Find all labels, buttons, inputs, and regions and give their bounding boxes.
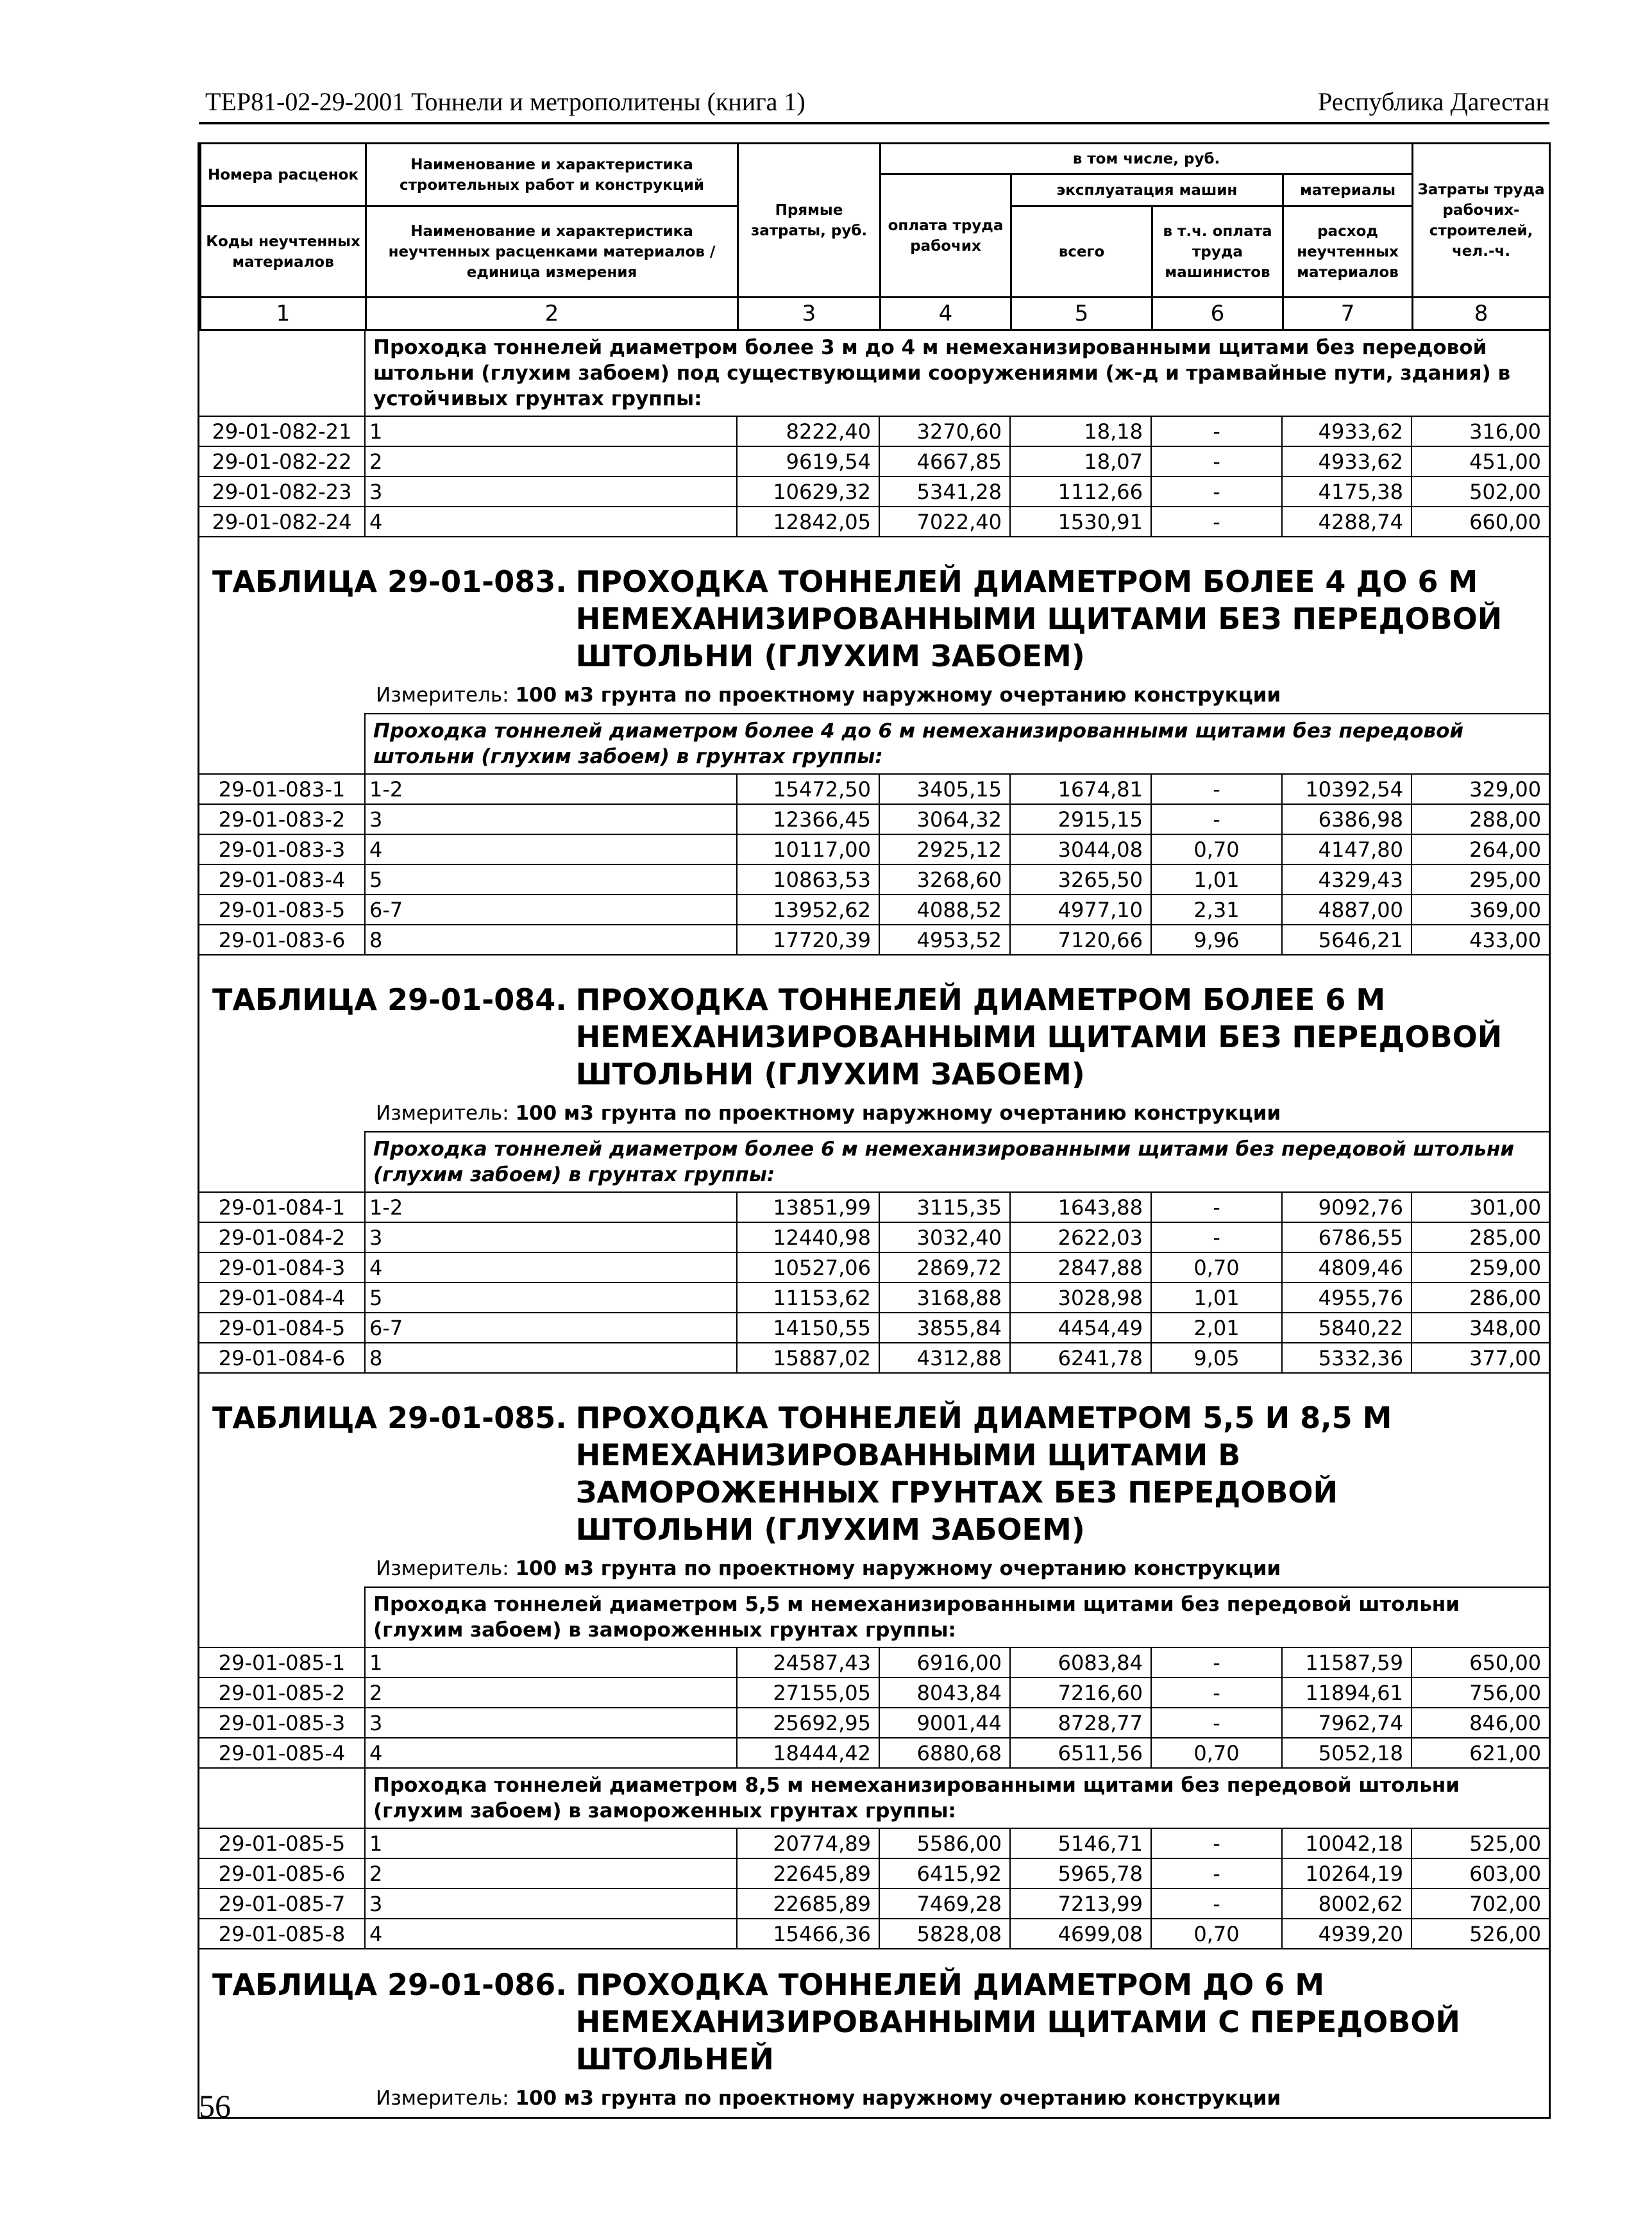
table-084-block bbox=[199, 955, 1549, 1125]
table-083-block bbox=[199, 537, 1549, 707]
rate-code: 29-01-083-3 bbox=[199, 834, 365, 864]
labor-wage: 5828,08 bbox=[879, 1919, 1010, 1949]
rate-code: 29-01-085-8 bbox=[199, 1919, 365, 1949]
header-col1-bottom: Коды неучтенных материалов bbox=[201, 206, 366, 298]
table-row bbox=[199, 1343, 1549, 1373]
soil-group: 3 bbox=[365, 1708, 737, 1738]
direct-costs: 9619,54 bbox=[737, 446, 879, 476]
labor-wage: 4953,52 bbox=[879, 925, 1010, 955]
soil-group: 4 bbox=[365, 834, 737, 864]
rates-table-085 bbox=[199, 1587, 1549, 1949]
table-row bbox=[199, 1222, 1549, 1252]
machinist-wage: - bbox=[1151, 1828, 1282, 1858]
section-description: Проходка тоннелей диаметром более 6 м немеханизированными щитами без передовой штольни (глухим забоем) в грунтах группы: bbox=[365, 1132, 1549, 1192]
table-row bbox=[199, 507, 1549, 537]
machine-total: 6241,78 bbox=[1010, 1343, 1151, 1373]
table-row bbox=[199, 1919, 1549, 1949]
rate-code: 29-01-082-22 bbox=[199, 446, 365, 476]
header-num: 1 bbox=[201, 298, 366, 330]
direct-costs: 13952,62 bbox=[737, 895, 879, 925]
labor-hours: 369,00 bbox=[1412, 895, 1549, 925]
material-cost: 4175,38 bbox=[1282, 476, 1412, 507]
table-name: ПРОХОДКА ТОННЕЛЕЙ ДИАМЕТРОМ ДО 6 М НЕМЕХАНИЗИРОВАННЫМИ ЩИТАМИ С ПЕРЕДОВОЙ ШТОЛЬНЕЙ bbox=[575, 1967, 1460, 2076]
direct-costs: 10527,06 bbox=[737, 1252, 879, 1283]
header-col7: расход неучтенных материалов bbox=[1283, 206, 1413, 298]
labor-wage: 6916,00 bbox=[879, 1647, 1010, 1678]
header-document-title: ТЕР81-02-29-2001 Тоннели и метрополитены (книга 1) bbox=[205, 87, 805, 116]
machinist-wage: 0,70 bbox=[1151, 1919, 1282, 1949]
header-col2-bottom: Наименование и характеристика неучтенных расценками материалов / единица измерения bbox=[366, 206, 738, 298]
direct-costs: 13851,99 bbox=[737, 1192, 879, 1222]
unit-of-measure bbox=[376, 2087, 1549, 2110]
table-row bbox=[199, 864, 1549, 895]
soil-group: 1 bbox=[365, 416, 737, 446]
labor-wage: 2869,72 bbox=[879, 1252, 1010, 1283]
labor-wage: 3168,88 bbox=[879, 1283, 1010, 1313]
table-row bbox=[199, 1192, 1549, 1222]
material-cost: 11587,59 bbox=[1282, 1647, 1412, 1678]
labor-hours: 502,00 bbox=[1412, 476, 1549, 507]
page-number: 56 bbox=[199, 2088, 231, 2124]
table-row bbox=[199, 1647, 1549, 1678]
header-including: в том числе, руб. bbox=[881, 144, 1413, 174]
labor-wage: 6415,92 bbox=[879, 1858, 1010, 1889]
labor-wage: 5586,00 bbox=[879, 1828, 1010, 1858]
soil-group: 1-2 bbox=[365, 774, 737, 804]
labor-hours: 285,00 bbox=[1412, 1222, 1549, 1252]
rate-code: 29-01-083-2 bbox=[199, 804, 365, 834]
table-number: ТАБЛИЦА 29-01-086. bbox=[212, 1967, 567, 2002]
unit-of-measure bbox=[376, 1557, 1549, 1580]
labor-hours: 756,00 bbox=[1412, 1678, 1549, 1708]
header-col2-top: Наименование и характеристика строительных работ и конструкций bbox=[366, 144, 738, 206]
machine-total: 2847,88 bbox=[1010, 1252, 1151, 1283]
material-cost: 5052,18 bbox=[1282, 1738, 1412, 1768]
section-description: Проходка тоннелей диаметром более 3 м до 4 м немеханизированными щитами без передовой штольни (глухим забоем) под существующими сооружениями (ж-д и трамвайные пути, здания) в устойчивых грунтах группы: bbox=[365, 331, 1549, 416]
machinist-wage: - bbox=[1151, 774, 1282, 804]
header-region: Республика Дагестан bbox=[1318, 87, 1549, 116]
rate-code: 29-01-084-6 bbox=[199, 1343, 365, 1373]
machinist-wage: - bbox=[1151, 1858, 1282, 1889]
material-cost: 5332,36 bbox=[1282, 1343, 1412, 1373]
table-title bbox=[212, 563, 1549, 675]
material-cost: 7962,74 bbox=[1282, 1708, 1412, 1738]
unit-value: 100 м3 грунта по проектному наружному очертанию конструкции bbox=[515, 1557, 1281, 1580]
labor-hours: 660,00 bbox=[1412, 507, 1549, 537]
machine-total: 18,07 bbox=[1010, 446, 1151, 476]
material-cost: 4933,62 bbox=[1282, 446, 1412, 476]
machinist-wage: - bbox=[1151, 804, 1282, 834]
rate-code: 29-01-082-24 bbox=[199, 507, 365, 537]
material-cost: 4147,80 bbox=[1282, 834, 1412, 864]
machine-total: 5965,78 bbox=[1010, 1858, 1151, 1889]
labor-hours: 433,00 bbox=[1412, 925, 1549, 955]
machine-total: 18,18 bbox=[1010, 416, 1151, 446]
machine-total: 1643,88 bbox=[1010, 1192, 1151, 1222]
direct-costs: 14150,55 bbox=[737, 1313, 879, 1343]
labor-wage: 7469,28 bbox=[879, 1889, 1010, 1919]
rate-code: 29-01-084-1 bbox=[199, 1192, 365, 1222]
machinist-wage: 0,70 bbox=[1151, 1252, 1282, 1283]
table-row bbox=[199, 476, 1549, 507]
labor-hours: 286,00 bbox=[1412, 1283, 1549, 1313]
machinist-wage: 1,01 bbox=[1151, 1283, 1282, 1313]
header-col4: оплата труда рабочих bbox=[881, 174, 1011, 298]
labor-wage: 9001,44 bbox=[879, 1708, 1010, 1738]
labor-hours: 301,00 bbox=[1412, 1192, 1549, 1222]
soil-group: 3 bbox=[365, 804, 737, 834]
machinist-wage: 0,70 bbox=[1151, 834, 1282, 864]
material-cost: 4288,74 bbox=[1282, 507, 1412, 537]
soil-group: 1 bbox=[365, 1647, 737, 1678]
machine-total: 1674,81 bbox=[1010, 774, 1151, 804]
unit-value: 100 м3 грунта по проектному наружному очертанию конструкции bbox=[515, 1102, 1281, 1125]
page-frame bbox=[198, 142, 1551, 2119]
table-title bbox=[212, 1966, 1549, 2078]
labor-hours: 295,00 bbox=[1412, 864, 1549, 895]
rate-code: 29-01-084-2 bbox=[199, 1222, 365, 1252]
labor-hours: 264,00 bbox=[1412, 834, 1549, 864]
machine-total: 4977,10 bbox=[1010, 895, 1151, 925]
soil-group: 5 bbox=[365, 864, 737, 895]
machinist-wage: - bbox=[1151, 476, 1282, 507]
table-row bbox=[199, 1283, 1549, 1313]
labor-hours: 377,00 bbox=[1412, 1343, 1549, 1373]
labor-hours: 329,00 bbox=[1412, 774, 1549, 804]
machine-total: 7216,60 bbox=[1010, 1678, 1151, 1708]
machine-total: 3044,08 bbox=[1010, 834, 1151, 864]
machine-total: 7120,66 bbox=[1010, 925, 1151, 955]
rate-code: 29-01-083-6 bbox=[199, 925, 365, 955]
header-rule bbox=[199, 122, 1549, 124]
direct-costs: 22685,89 bbox=[737, 1889, 879, 1919]
header-machines: эксплуатация машин bbox=[1011, 174, 1283, 206]
labor-hours: 259,00 bbox=[1412, 1252, 1549, 1283]
table-row bbox=[199, 1708, 1549, 1738]
labor-hours: 451,00 bbox=[1412, 446, 1549, 476]
material-cost: 4329,43 bbox=[1282, 864, 1412, 895]
soil-group: 8 bbox=[365, 925, 737, 955]
material-cost: 8002,62 bbox=[1282, 1889, 1412, 1919]
material-cost: 6386,98 bbox=[1282, 804, 1412, 834]
table-row bbox=[199, 895, 1549, 925]
table-name: ПРОХОДКА ТОННЕЛЕЙ ДИАМЕТРОМ БОЛЕЕ 6 М НЕМЕХАНИЗИРОВАННЫМИ ЩИТАМИ БЕЗ ПЕРЕДОВОЙ ШТОЛЬНИ (ГЛУХИМ ЗАБОЕМ) bbox=[575, 982, 1503, 1091]
labor-wage: 3115,35 bbox=[879, 1192, 1010, 1222]
machine-total: 1112,66 bbox=[1010, 476, 1151, 507]
table-number: ТАБЛИЦА 29-01-083. bbox=[212, 564, 567, 599]
direct-costs: 18444,42 bbox=[737, 1738, 879, 1768]
rate-code: 29-01-085-6 bbox=[199, 1858, 365, 1889]
labor-hours: 288,00 bbox=[1412, 804, 1549, 834]
machine-total: 3265,50 bbox=[1010, 864, 1151, 895]
machinist-wage: 2,01 bbox=[1151, 1313, 1282, 1343]
table-name: ПРОХОДКА ТОННЕЛЕЙ ДИАМЕТРОМ БОЛЕЕ 4 ДО 6 М НЕМЕХАНИЗИРОВАННЫМИ ЩИТАМИ БЕЗ ПЕРЕДОВОЙ ШТОЛЬНИ (ГЛУХИМ ЗАБОЕМ) bbox=[575, 564, 1503, 673]
header-col1-top: Номера расценок bbox=[201, 144, 366, 206]
labor-hours: 846,00 bbox=[1412, 1708, 1549, 1738]
material-cost: 6786,55 bbox=[1282, 1222, 1412, 1252]
labor-hours: 621,00 bbox=[1412, 1738, 1549, 1768]
direct-costs: 15887,02 bbox=[737, 1343, 879, 1373]
labor-wage: 4088,52 bbox=[879, 895, 1010, 925]
direct-costs: 24587,43 bbox=[737, 1647, 879, 1678]
table-row bbox=[199, 1313, 1549, 1343]
soil-group: 6-7 bbox=[365, 895, 737, 925]
table-number: ТАБЛИЦА 29-01-085. bbox=[212, 1401, 567, 1435]
machinist-wage: - bbox=[1151, 416, 1282, 446]
soil-group: 1-2 bbox=[365, 1192, 737, 1222]
direct-costs: 10629,32 bbox=[737, 476, 879, 507]
direct-costs: 12842,05 bbox=[737, 507, 879, 537]
table-row bbox=[199, 1828, 1549, 1858]
table-row bbox=[199, 416, 1549, 446]
soil-group: 3 bbox=[365, 476, 737, 507]
machinist-wage: 2,31 bbox=[1151, 895, 1282, 925]
soil-group: 2 bbox=[365, 446, 737, 476]
machine-total: 7213,99 bbox=[1010, 1889, 1151, 1919]
direct-costs: 12440,98 bbox=[737, 1222, 879, 1252]
direct-costs: 27155,05 bbox=[737, 1678, 879, 1708]
labor-hours: 702,00 bbox=[1412, 1889, 1549, 1919]
table-row bbox=[199, 1858, 1549, 1889]
labor-hours: 650,00 bbox=[1412, 1647, 1549, 1678]
soil-group: 3 bbox=[365, 1889, 737, 1919]
machinist-wage: - bbox=[1151, 1192, 1282, 1222]
material-cost: 4955,76 bbox=[1282, 1283, 1412, 1313]
header-num: 8 bbox=[1413, 298, 1550, 330]
labor-wage: 2925,12 bbox=[879, 834, 1010, 864]
unit-value: 100 м3 грунта по проектному наружному очертанию конструкции bbox=[515, 684, 1281, 707]
direct-costs: 25692,95 bbox=[737, 1708, 879, 1738]
soil-group: 3 bbox=[365, 1222, 737, 1252]
unit-value: 100 м3 грунта по проектному наружному очертанию конструкции bbox=[515, 2087, 1281, 2110]
table-row bbox=[199, 1252, 1549, 1283]
rate-code: 29-01-085-1 bbox=[199, 1647, 365, 1678]
section-description: Проходка тоннелей диаметром 5,5 м немеханизированными щитами без передовой штольни (глухим забоем) в замороженных грунтах группы: bbox=[365, 1587, 1549, 1647]
direct-costs: 20774,89 bbox=[737, 1828, 879, 1858]
unit-of-measure bbox=[376, 684, 1549, 707]
table-title bbox=[212, 981, 1549, 1093]
machine-total: 8728,77 bbox=[1010, 1708, 1151, 1738]
rate-code: 29-01-082-21 bbox=[199, 416, 365, 446]
machinist-wage: - bbox=[1151, 1647, 1282, 1678]
machine-total: 5146,71 bbox=[1010, 1828, 1151, 1858]
material-cost: 10042,18 bbox=[1282, 1828, 1412, 1858]
header-col6: в т.ч. оплата труда машинистов bbox=[1152, 206, 1283, 298]
soil-group: 4 bbox=[365, 1919, 737, 1949]
machinist-wage: - bbox=[1151, 1708, 1282, 1738]
labor-wage: 8043,84 bbox=[879, 1678, 1010, 1708]
section-description: Проходка тоннелей диаметром более 4 до 6 м немеханизированными щитами без передовой штольни (глухим забоем) в грунтах группы: bbox=[365, 714, 1549, 774]
header-num: 4 bbox=[881, 298, 1011, 330]
machinist-wage: - bbox=[1151, 1678, 1282, 1708]
labor-wage: 3064,32 bbox=[879, 804, 1010, 834]
header-num: 7 bbox=[1283, 298, 1413, 330]
rate-code: 29-01-082-23 bbox=[199, 476, 365, 507]
labor-hours: 348,00 bbox=[1412, 1313, 1549, 1343]
rate-code: 29-01-083-4 bbox=[199, 864, 365, 895]
column-header-table bbox=[199, 142, 1551, 331]
machine-total: 2915,15 bbox=[1010, 804, 1151, 834]
table-row bbox=[199, 834, 1549, 864]
material-cost: 4933,62 bbox=[1282, 416, 1412, 446]
labor-wage: 7022,40 bbox=[879, 507, 1010, 537]
labor-wage: 3855,84 bbox=[879, 1313, 1010, 1343]
table-title bbox=[212, 1399, 1549, 1548]
header-col3: Прямые затраты, руб. bbox=[738, 144, 881, 298]
machinist-wage: - bbox=[1151, 1222, 1282, 1252]
labor-hours: 526,00 bbox=[1412, 1919, 1549, 1949]
table-row bbox=[199, 1738, 1549, 1768]
direct-costs: 11153,62 bbox=[737, 1283, 879, 1313]
labor-hours: 525,00 bbox=[1412, 1828, 1549, 1858]
soil-group: 2 bbox=[365, 1858, 737, 1889]
soil-group: 4 bbox=[365, 507, 737, 537]
labor-wage: 3270,60 bbox=[879, 416, 1010, 446]
machinist-wage: - bbox=[1151, 1889, 1282, 1919]
material-cost: 10264,19 bbox=[1282, 1858, 1412, 1889]
rate-code: 29-01-084-5 bbox=[199, 1313, 365, 1343]
header-col8: Затраты труда рабочих-строителей, чел.-ч. bbox=[1413, 144, 1550, 298]
direct-costs: 8222,40 bbox=[737, 416, 879, 446]
rates-table-084 bbox=[199, 1131, 1549, 1374]
labor-wage: 6880,68 bbox=[879, 1738, 1010, 1768]
machinist-wage: - bbox=[1151, 507, 1282, 537]
material-cost: 4887,00 bbox=[1282, 895, 1412, 925]
machinist-wage: 0,70 bbox=[1151, 1738, 1282, 1768]
header-materials: материалы bbox=[1283, 174, 1413, 206]
table-row bbox=[199, 446, 1549, 476]
material-cost: 5840,22 bbox=[1282, 1313, 1412, 1343]
direct-costs: 10863,53 bbox=[737, 864, 879, 895]
rate-code: 29-01-084-3 bbox=[199, 1252, 365, 1283]
unit-label: Измеритель: bbox=[376, 1102, 509, 1125]
rate-code: 29-01-083-1 bbox=[199, 774, 365, 804]
header-num: 3 bbox=[738, 298, 881, 330]
rate-code: 29-01-083-5 bbox=[199, 895, 365, 925]
table-name: ПРОХОДКА ТОННЕЛЕЙ ДИАМЕТРОМ 5,5 И 8,5 М НЕМЕХАНИЗИРОВАННЫМИ ЩИТАМИ В ЗАМОРОЖЕННЫХ ГРУНТАХ БЕЗ ПЕРЕДОВОЙ ШТОЛЬНИ (ГЛУХИМ ЗАБОЕМ) bbox=[575, 1401, 1392, 1547]
material-cost: 10392,54 bbox=[1282, 774, 1412, 804]
soil-group: 2 bbox=[365, 1678, 737, 1708]
unit-label: Измеритель: bbox=[376, 684, 509, 707]
table-number: ТАБЛИЦА 29-01-084. bbox=[212, 982, 567, 1017]
table-row bbox=[199, 1889, 1549, 1919]
labor-wage: 3032,40 bbox=[879, 1222, 1010, 1252]
machine-total: 6083,84 bbox=[1010, 1647, 1151, 1678]
machine-total: 6511,56 bbox=[1010, 1738, 1151, 1768]
material-cost: 4939,20 bbox=[1282, 1919, 1412, 1949]
material-cost: 11894,61 bbox=[1282, 1678, 1412, 1708]
direct-costs: 10117,00 bbox=[737, 834, 879, 864]
rate-code: 29-01-085-7 bbox=[199, 1889, 365, 1919]
direct-costs: 22645,89 bbox=[737, 1858, 879, 1889]
machine-total: 4454,49 bbox=[1010, 1313, 1151, 1343]
soil-group: 4 bbox=[365, 1252, 737, 1283]
rate-code: 29-01-084-4 bbox=[199, 1283, 365, 1313]
header-num: 5 bbox=[1011, 298, 1152, 330]
rate-code: 29-01-085-5 bbox=[199, 1828, 365, 1858]
material-cost: 9092,76 bbox=[1282, 1192, 1412, 1222]
rate-code: 29-01-085-2 bbox=[199, 1678, 365, 1708]
header-num: 2 bbox=[366, 298, 738, 330]
unit-label: Измеритель: bbox=[376, 2087, 509, 2110]
unit-label: Измеритель: bbox=[376, 1557, 509, 1580]
header-col5: всего bbox=[1011, 206, 1152, 298]
machine-total: 4699,08 bbox=[1010, 1919, 1151, 1949]
unit-of-measure bbox=[376, 1102, 1549, 1125]
direct-costs: 15466,36 bbox=[737, 1919, 879, 1949]
rates-table-083 bbox=[199, 713, 1549, 955]
rate-code: 29-01-085-4 bbox=[199, 1738, 365, 1768]
labor-hours: 603,00 bbox=[1412, 1858, 1549, 1889]
material-cost: 4809,46 bbox=[1282, 1252, 1412, 1283]
labor-wage: 5341,28 bbox=[879, 476, 1010, 507]
soil-group: 8 bbox=[365, 1343, 737, 1373]
direct-costs: 17720,39 bbox=[737, 925, 879, 955]
machinist-wage: 1,01 bbox=[1151, 864, 1282, 895]
soil-group: 6-7 bbox=[365, 1313, 737, 1343]
machine-total: 3028,98 bbox=[1010, 1283, 1151, 1313]
labor-wage: 4312,88 bbox=[879, 1343, 1010, 1373]
table-row bbox=[199, 804, 1549, 834]
machinist-wage: 9,96 bbox=[1151, 925, 1282, 955]
soil-group: 5 bbox=[365, 1283, 737, 1313]
table-row bbox=[199, 1678, 1549, 1708]
direct-costs: 15472,50 bbox=[737, 774, 879, 804]
table-085-block bbox=[199, 1374, 1549, 1580]
machinist-wage: - bbox=[1151, 446, 1282, 476]
labor-wage: 3405,15 bbox=[879, 774, 1010, 804]
labor-wage: 3268,60 bbox=[879, 864, 1010, 895]
machine-total: 2622,03 bbox=[1010, 1222, 1151, 1252]
labor-wage: 4667,85 bbox=[879, 446, 1010, 476]
table-row bbox=[199, 774, 1549, 804]
table-row bbox=[199, 925, 1549, 955]
machine-total: 1530,91 bbox=[1010, 507, 1151, 537]
machinist-wage: 9,05 bbox=[1151, 1343, 1282, 1373]
direct-costs: 12366,45 bbox=[737, 804, 879, 834]
rates-table-082 bbox=[199, 331, 1549, 537]
labor-hours: 316,00 bbox=[1412, 416, 1549, 446]
rate-code: 29-01-085-3 bbox=[199, 1708, 365, 1738]
table-086-block bbox=[199, 1949, 1549, 2110]
section-description: Проходка тоннелей диаметром 8,5 м немеханизированными щитами без передовой штольни (глухим забоем) в замороженных грунтах группы: bbox=[365, 1768, 1549, 1828]
material-cost: 5646,21 bbox=[1282, 925, 1412, 955]
header-num: 6 bbox=[1152, 298, 1283, 330]
soil-group: 1 bbox=[365, 1828, 737, 1858]
soil-group: 4 bbox=[365, 1738, 737, 1768]
